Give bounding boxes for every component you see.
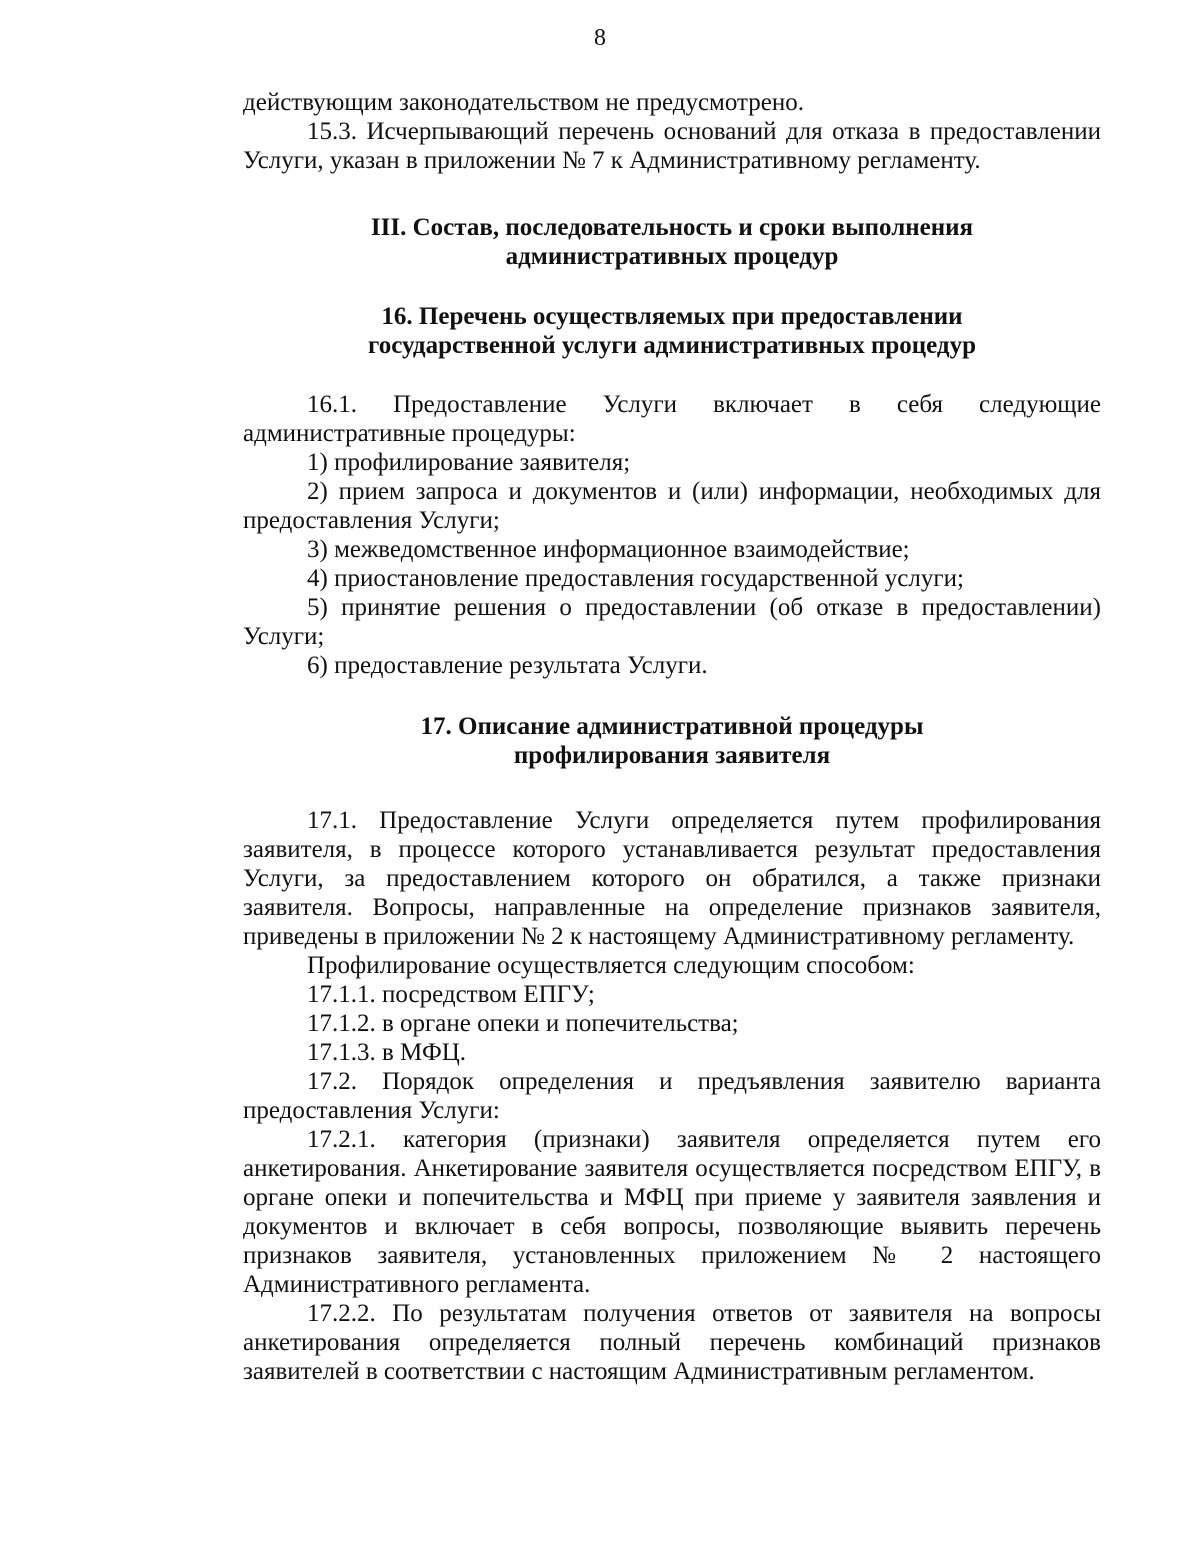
heading-line: III. Состав, последовательность и сроки выполнения bbox=[370, 214, 974, 241]
heading-line: профилирования заявителя bbox=[513, 742, 831, 769]
heading-line: административных процедур bbox=[505, 243, 839, 270]
section-16-body bbox=[243, 390, 1101, 680]
heading-line: государственной услуги административных процедур bbox=[368, 332, 976, 359]
heading-line: 17. Описание административной процедуры bbox=[420, 713, 924, 740]
paragraph: 17.2.2. По результатам получения ответов от заявителя на вопросы анкетирования определяется полный перечень комбинаций признаков заявителей в соответствии с настоящим Административным регламентом. bbox=[243, 1300, 1101, 1385]
section-heading-17 bbox=[243, 712, 1101, 770]
paragraph: Профилирование осуществляется следующим способом: bbox=[307, 952, 915, 979]
section-17-body bbox=[243, 806, 1101, 1386]
paragraph: 17.2. Порядок определения и предъявления заявителю варианта предоставления Услуги: bbox=[243, 1068, 1101, 1124]
list-item: 17.1.2. в органе опеки и попечительства; bbox=[307, 1010, 739, 1037]
paragraph: 15.3. Исчерпывающий перечень оснований для отказа в предоставлении Услуги, указан в приложении № 7 к Административному регламенту. bbox=[243, 118, 1101, 174]
paragraph: действующим законодательством не предусмотрено. bbox=[243, 89, 804, 116]
list-item: 5) принятие решения о предоставлении (об отказе в предоставлении) Услуги; bbox=[243, 594, 1101, 650]
section-heading-3 bbox=[243, 213, 1101, 271]
list-item: 17.1.3. в МФЦ. bbox=[307, 1039, 467, 1066]
list-item: 1) профилирование заявителя; bbox=[307, 449, 631, 476]
paragraph: 17.1. Предоставление Услуги определяется путем профилирования заявителя, в процессе которого устанавливается результат предоставления Услуги, за предоставлением которого он обратился, а также признаки заявителя. Вопросы, направленные на определение признаков заявителя, приведены в приложении № 2 к настоящему Административному регламенту. bbox=[243, 807, 1101, 950]
document-body bbox=[243, 88, 1101, 1386]
heading-line: 16. Перечень осуществляемых при предоставлении bbox=[381, 303, 963, 330]
section-heading-16 bbox=[243, 302, 1101, 360]
list-item: 4) приостановление предоставления государственной услуги; bbox=[307, 565, 964, 592]
paragraph: 16.1. Предоставление Услуги включает в себя следующие административные процедуры: bbox=[243, 391, 1101, 447]
paragraph: 17.2.1. категория (признаки) заявителя определяется путем его анкетирования. Анкетирование заявителя осуществляется посредством ЕПГУ, в органе опеки и попечительства и МФЦ при приеме у заявителя заявления и документов и включает в себя вопросы, позволяющие выявить перечень признаков заявителя, установленных приложением № 2 настоящего Административного регламента. bbox=[243, 1126, 1101, 1298]
list-item: 2) прием запроса и документов и (или) информации, необходимых для предоставления Услуги; bbox=[243, 478, 1101, 534]
list-item: 6) предоставление результата Услуги. bbox=[307, 652, 708, 679]
page-number: 8 bbox=[594, 25, 606, 51]
list-item: 3) межведомственное информационное взаимодействие; bbox=[307, 536, 910, 563]
list-item: 17.1.1. посредством ЕПГУ; bbox=[307, 981, 595, 1008]
